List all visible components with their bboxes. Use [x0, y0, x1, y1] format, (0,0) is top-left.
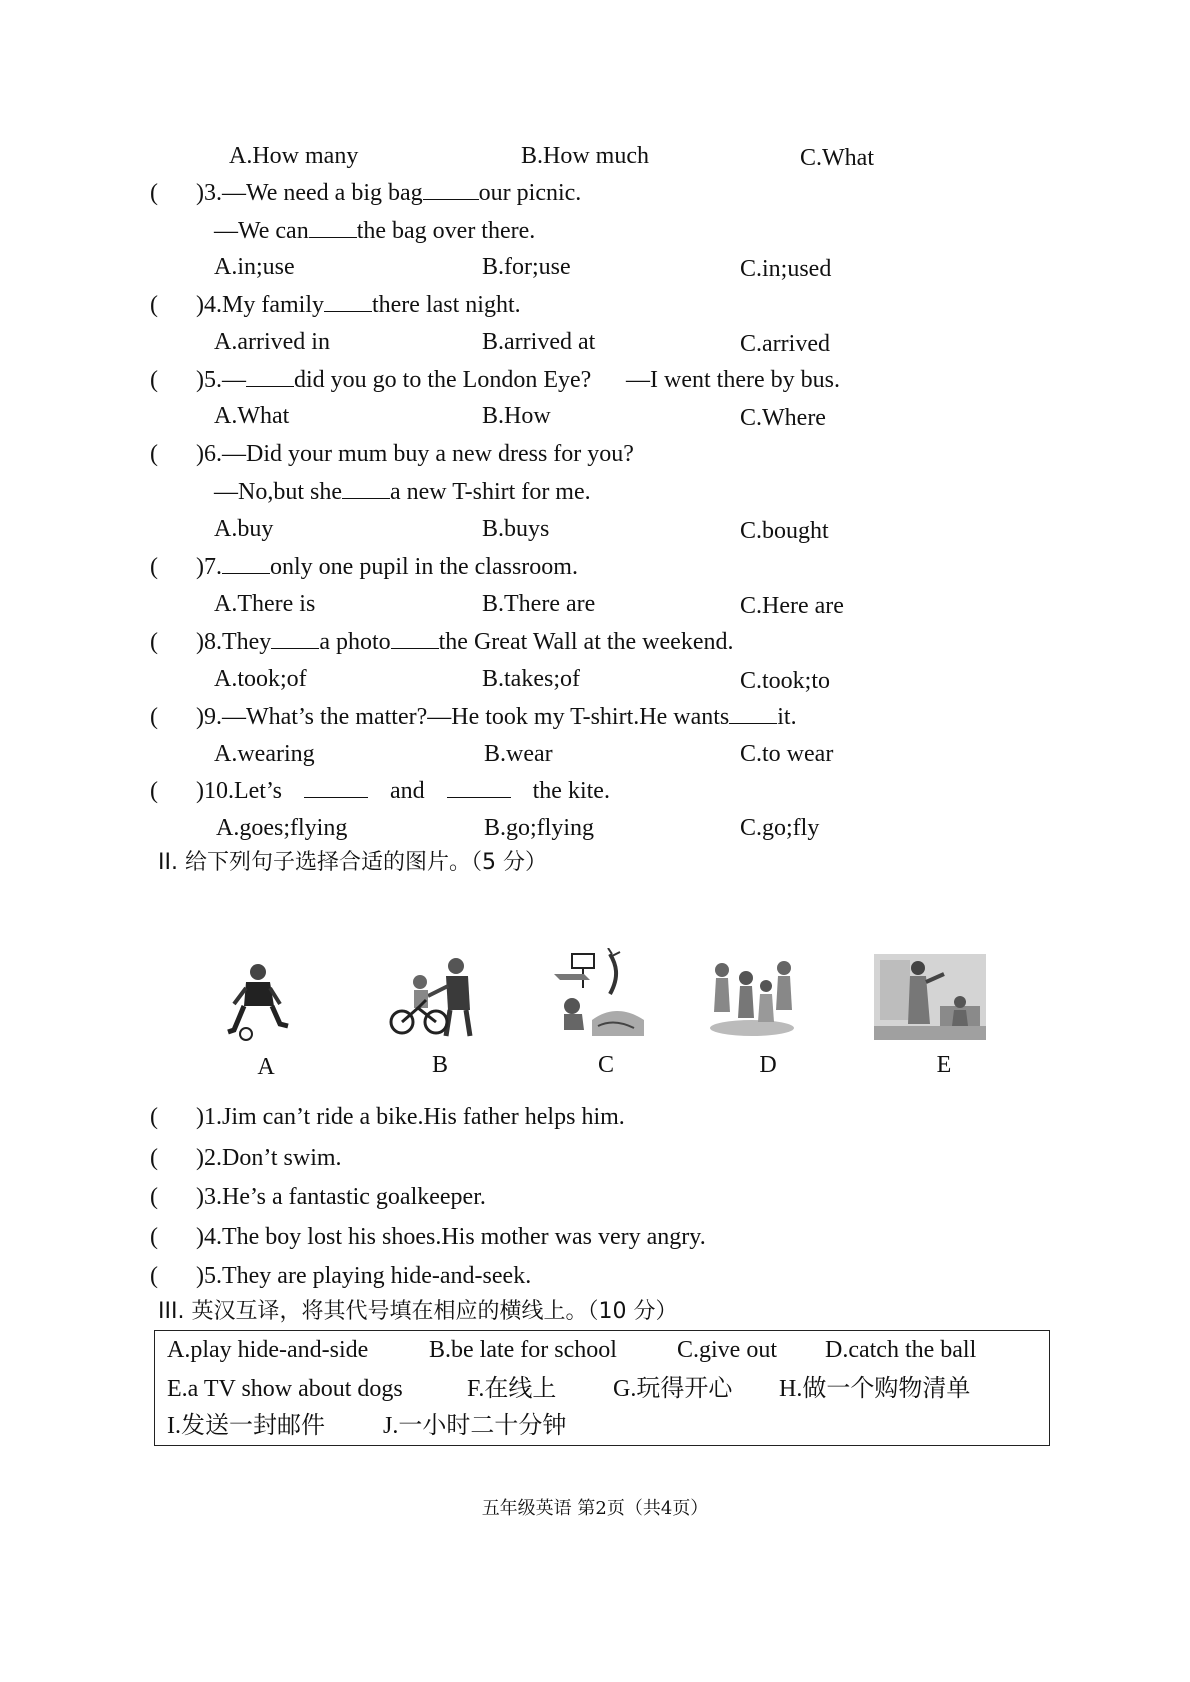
- option-c: C.arrived: [740, 331, 830, 357]
- option-b: B.buys: [482, 516, 550, 542]
- word-item-f: F.在线上: [467, 1376, 557, 1402]
- answer-paren[interactable]: (: [150, 367, 158, 393]
- option-b: B.How: [482, 403, 551, 429]
- question-text: )4.The boy lost his shoes.His mother was very angry.: [196, 1224, 706, 1250]
- answer-paren[interactable]: (: [150, 1263, 158, 1289]
- question-text: )7. only one pupil in the classroom.: [196, 550, 578, 584]
- picture-label-a: A: [257, 1054, 275, 1080]
- question-text: )9.—What’s the matter?—He took my T-shirt.He wants it.: [196, 700, 797, 734]
- section-2-heading: II. 给下列句子选择合适的图片。（5 分）: [158, 850, 547, 875]
- children-playing-picture: [708, 956, 796, 1043]
- word-item-g: G.玩得开心: [613, 1376, 733, 1402]
- picture-label-b: B: [431, 1052, 448, 1078]
- option-a: A.in;use: [214, 254, 295, 280]
- q8-options: [214, 662, 1034, 696]
- question-text: )6.—Did your mum buy a new dress for you?: [196, 441, 634, 467]
- option-b: B.How much: [521, 143, 649, 169]
- picture-label-e: E: [936, 1052, 952, 1078]
- answer-blank[interactable]: [342, 476, 390, 499]
- word-item-h: H.做一个购物清单: [779, 1376, 971, 1402]
- option-b: B.takes;of: [482, 666, 580, 692]
- question-text: )3.—We need a big bag our picnic.: [196, 176, 581, 210]
- word-item-i: I.发送一封邮件: [167, 1413, 325, 1439]
- option-c: C.bought: [740, 518, 829, 544]
- picture-label-c: C: [597, 1052, 614, 1078]
- answer-paren[interactable]: (: [150, 554, 158, 580]
- option-c: C.Where: [740, 405, 826, 431]
- answer-paren[interactable]: (: [150, 629, 158, 655]
- q2-options: [229, 139, 1049, 173]
- option-a: A.arrived in: [214, 329, 330, 355]
- option-a: A.How many: [229, 143, 359, 169]
- answer-paren[interactable]: (: [150, 778, 158, 804]
- option-b: B.arrived at: [482, 329, 596, 355]
- question-text: )5.They are playing hide-and-seek.: [196, 1263, 532, 1289]
- father-helping-bike-picture: [388, 956, 478, 1045]
- option-c: C.Here are: [740, 593, 844, 619]
- option-c: C.in;used: [740, 256, 832, 282]
- question-6-line2: —No,but she a new T-shirt for me.: [214, 475, 591, 509]
- option-a: A.wearing: [214, 741, 315, 767]
- option-c: C.took;to: [740, 668, 831, 694]
- option-b: B.There are: [482, 591, 596, 617]
- option-b: B.go;flying: [484, 815, 595, 841]
- answer-paren[interactable]: (: [150, 1224, 158, 1250]
- question-text: )2.Don’t swim.: [196, 1145, 342, 1171]
- answer-paren[interactable]: (: [150, 1145, 158, 1171]
- option-c: C.What: [800, 145, 874, 171]
- option-a: A.goes;flying: [216, 815, 348, 841]
- question-text: )4.My family there last night.: [196, 288, 521, 322]
- mother-and-boy-room-picture: [874, 954, 986, 1045]
- option-a: A.took;of: [214, 666, 307, 692]
- option-c: C.go;fly: [740, 815, 820, 841]
- answer-blank[interactable]: [271, 626, 319, 649]
- word-item-d: D.catch the ball: [825, 1337, 977, 1363]
- answer-blank[interactable]: [304, 775, 368, 798]
- question-text: )5.— did you go to the London Eye?: [196, 363, 591, 397]
- question-3-line2: —We can the bag over there.: [214, 214, 535, 248]
- answer-paren[interactable]: (: [150, 1184, 158, 1210]
- question-text: )3.He’s a fantastic goalkeeper.: [196, 1184, 486, 1210]
- q3-options: [214, 250, 1034, 284]
- question-text: )8.They a photo the Great Wall at the weekend.: [196, 625, 733, 659]
- q7-options: [214, 587, 1034, 621]
- answer-blank[interactable]: [423, 177, 479, 200]
- option-c: C.to wear: [740, 741, 834, 767]
- q5-options: [214, 399, 1034, 433]
- answer-blank[interactable]: [309, 215, 357, 238]
- q9-options: [214, 737, 1034, 771]
- answer-blank[interactable]: [729, 701, 777, 724]
- question-text: )10.Let’s and the kite.: [196, 774, 610, 808]
- option-a: A.There is: [214, 591, 316, 617]
- word-item-a: A.play hide-and-side: [167, 1337, 369, 1363]
- option-b: B.wear: [484, 741, 553, 767]
- word-item-j: J.一小时二十分钟: [383, 1413, 567, 1439]
- answer-blank[interactable]: [324, 289, 372, 312]
- option-a: A.What: [214, 403, 290, 429]
- answer-paren[interactable]: (: [150, 441, 158, 467]
- boy-kicking-ball-picture: [224, 960, 294, 1047]
- word-item-e: E.a TV show about dogs: [167, 1376, 403, 1402]
- q6-options: [214, 512, 1034, 546]
- answer-blank[interactable]: [246, 364, 294, 387]
- word-item-b: B.be late for school: [429, 1337, 617, 1363]
- answer-paren[interactable]: (: [150, 1104, 158, 1130]
- question-text: )1.Jim can’t ride a bike.His father helps him.: [196, 1104, 625, 1130]
- translation-word-box: [154, 1330, 1050, 1446]
- option-a: A.buy: [214, 516, 274, 542]
- answer-blank[interactable]: [222, 551, 270, 574]
- answer-paren[interactable]: (: [150, 704, 158, 730]
- q10-options: [216, 811, 1036, 845]
- picture-label-d: D: [759, 1052, 777, 1078]
- page-footer: 五年级英语 第2页（共4页）: [481, 1498, 709, 1519]
- answer-blank[interactable]: [447, 775, 511, 798]
- q4-options: [214, 325, 1034, 359]
- question-5-answer: —I went there by bus.: [626, 367, 840, 393]
- boy-near-water-sign-picture: [550, 948, 648, 1043]
- word-item-c: C.give out: [677, 1337, 777, 1363]
- option-b: B.for;use: [482, 254, 571, 280]
- answer-blank[interactable]: [391, 626, 439, 649]
- answer-paren[interactable]: (: [150, 180, 158, 206]
- answer-paren[interactable]: (: [150, 292, 158, 318]
- section-3-heading: III. 英汉互译，将其代号填在相应的横线上。（10 分）: [158, 1299, 678, 1324]
